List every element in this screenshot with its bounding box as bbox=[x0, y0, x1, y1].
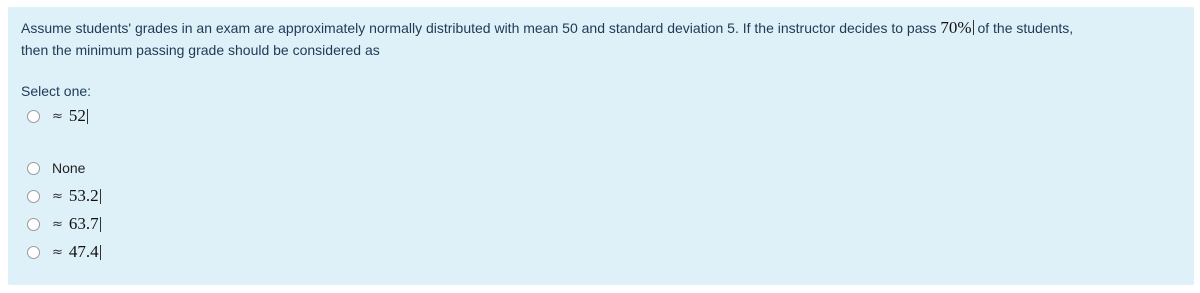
option-52[interactable] bbox=[27, 105, 88, 127]
option-63-7[interactable] bbox=[27, 213, 101, 235]
select-one-label: Select one: bbox=[21, 83, 92, 99]
question-text bbox=[21, 17, 1181, 61]
approx-symbol: ≈ bbox=[52, 188, 63, 204]
radio-button[interactable] bbox=[27, 110, 40, 123]
radio-button[interactable] bbox=[27, 190, 40, 203]
radio-button[interactable] bbox=[27, 162, 40, 175]
question-text-part2: of the students, bbox=[973, 20, 1074, 36]
question-percent: 70% bbox=[940, 18, 972, 37]
math-cursor bbox=[100, 217, 101, 232]
option-value: 47.4 bbox=[68, 242, 99, 261]
option-53-2[interactable] bbox=[27, 185, 101, 207]
radio-button[interactable] bbox=[27, 218, 40, 231]
question-text-part1: Assume students' grades in an exam are approximately normally distributed with mean 50 and standard deviation 5. If the instructor decides to pass bbox=[21, 20, 941, 36]
approx-symbol: ≈ bbox=[52, 216, 63, 232]
math-cursor bbox=[100, 189, 101, 204]
option-label: None bbox=[52, 160, 86, 176]
math-cursor bbox=[100, 245, 101, 260]
option-value: 53.2 bbox=[68, 186, 99, 205]
question-panel bbox=[8, 7, 1194, 285]
option-none[interactable] bbox=[27, 157, 85, 179]
option-value: 63.7 bbox=[68, 214, 99, 233]
math-cursor bbox=[87, 109, 88, 124]
question-text-line2: then the minimum passing grade should be considered as bbox=[21, 42, 380, 58]
approx-symbol: ≈ bbox=[52, 244, 63, 260]
radio-button[interactable] bbox=[27, 246, 40, 259]
option-value: 52 bbox=[68, 106, 86, 125]
option-47-4[interactable] bbox=[27, 241, 101, 263]
approx-symbol: ≈ bbox=[52, 108, 63, 124]
